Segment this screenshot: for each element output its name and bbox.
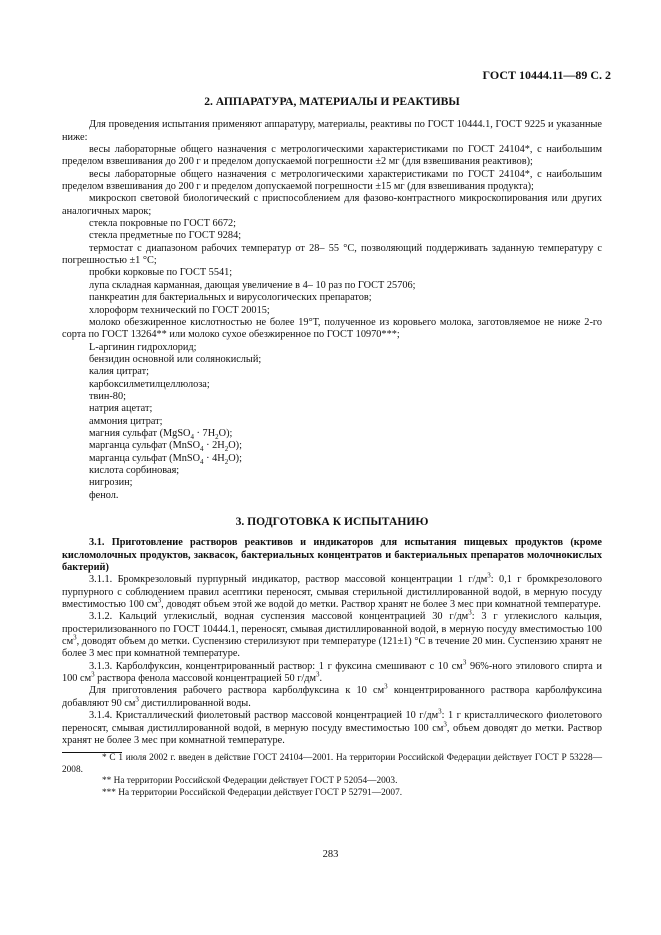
superscript: 3 [316, 670, 320, 679]
superscript: 3 [468, 608, 472, 617]
list-item: карбоксилметилцеллюлоза; [89, 378, 210, 390]
text-span: , доводят объем этой же водой до метки. Раствор хранят не более 3 мес при комнатной температуре. [161, 599, 601, 611]
list-item: термостат с диапазоном рабочих температур от 28– 55 °С, позволяющий поддерживать заданную температуру с погрешностью ±1 °С; [62, 242, 602, 267]
section-2-intro: Для проведения испытания применяют аппаратуру, материалы, реактивы по ГОСТ 10444.1, ГОСТ 9225 и указанные ниже: [62, 119, 602, 143]
superscript: 3 [157, 596, 162, 605]
list-item: пробки корковые по ГОСТ 5541; [89, 267, 233, 279]
text-span: Для приготовления рабочего раствора карболфуксина к 10 см [89, 685, 385, 697]
text-span: · 2H [203, 440, 225, 452]
text-span: , объем доводят до метки. Раствор хранят не более 3 мес при комнатной температуре. [62, 722, 602, 746]
text-span: : 0,1 г бромкрезолового пурпурного с соблюдением правил асептики переносят, смывая стерильной дистиллированной водой, в мерную посуду вместимостью 100 см [62, 574, 602, 611]
superscript: 3 [487, 571, 491, 580]
text-span: дистиллированной воды. [138, 697, 251, 709]
text-span: O); [228, 440, 242, 452]
list-item: L-аргинин гидрохлорид; [89, 341, 197, 353]
list-item-magnesium-sulfate [62, 428, 602, 440]
list-item: фенол. [89, 489, 119, 501]
list-item: стекла предметные по ГОСТ 9284; [89, 230, 242, 242]
section-2-title: 2. АППАРАТУРА, МАТЕРИАЛЫ И РЕАКТИВЫ [204, 95, 460, 108]
list-item: натрия ацетат; [89, 403, 153, 415]
subscript: 2 [215, 432, 219, 441]
text-span: O); [218, 427, 233, 439]
text-span: 96%-ного этилового спирта и 100 см [62, 660, 602, 685]
footnotes [62, 753, 602, 799]
section-3-title: 3. ПОДГОТОВКА К ИСПЫТАНИЮ [235, 515, 429, 528]
paragraph-3-1-4 [62, 707, 602, 747]
text-span: марганца сульфат (MnSO [89, 452, 201, 464]
text-span: 3.1.3. Карболфуксин, концентрированный раствор: 1 г фуксина смешивают с 10 см [89, 660, 463, 672]
list-item: лупа складная карманная, дающая увеличение в 4– 10 раз по ГОСТ 25706; [89, 279, 416, 291]
superscript: 3 [462, 658, 467, 667]
subscript: 2 [224, 457, 229, 466]
subscript: 4 [200, 445, 204, 454]
page-content [62, 96, 602, 799]
page-number: 283 [322, 849, 339, 860]
text-span: марганца сульфат (MnSO [89, 440, 201, 452]
text-span: : 1 г кристаллического фиолетового переносят, смывая дистиллированной водой, в мерную посуду вместимостью 100 см [62, 710, 602, 734]
text-span: концентрированного раствора карболфуксина добавляют 90 см [62, 685, 602, 709]
list-item: твин-80; [89, 390, 126, 402]
list-item: микроскоп световой биологический с приспособлением для фазово-контрастного микроскопирования или других аналогичных марок; [62, 193, 602, 217]
list-item: калия цитрат; [89, 366, 149, 378]
list-item: аммония цитрат; [89, 415, 163, 427]
subscript: 4 [200, 457, 204, 466]
section-3-1-heading: 3.1. Приготовление растворов реактивов и индикаторов для испытания пищевых продуктов (кроме кисломолочных продуктов, заквасок, бактериальных концентратов и бактериальных препаратов молочнокислых бактерий) [62, 537, 602, 574]
list-item: бензидин основной или солянокислый; [89, 353, 262, 365]
paragraph-3-1-1 [62, 571, 602, 611]
subscript: 4 [190, 432, 194, 441]
superscript: 3 [438, 707, 442, 716]
list-item-manganese-sulfate-4 [62, 453, 602, 465]
text-span: O); [228, 452, 242, 464]
text-span: . [319, 673, 323, 685]
list-item-manganese-sulfate-2 [62, 440, 602, 452]
text-span: 3.1.1. Бромкрезоловый пурпурный индикатор, раствор массовой концентрации 1 г/дм [89, 574, 488, 586]
list-item: хлороформ технический по ГОСТ 20015; [89, 304, 270, 316]
list-item: панкреатин для бактериальных и вирусологических препаратов; [89, 292, 372, 304]
list-item: молоко обезжиренное кислотностью не более 19°Т, полученное из коровьего молока, заготовляемое не ниже 2-го сорта по ГОСТ 13264** или молоко сухое обезжиренное по ГОСТ 10970***; [62, 316, 602, 341]
superscript: 3 [384, 683, 388, 692]
text-span: : 3 г углекислого кальция, простерилизованного по ГОСТ 10444.1, переносят, смывая дистиллированной водой, в мерную посуду вместимостью 100 см [62, 611, 602, 648]
text-span: · 4H [203, 452, 225, 464]
list-item: нигрозин; [89, 477, 133, 489]
superscript: 3 [91, 670, 95, 679]
page-header: ГОСТ 10444.11—89 С. 2 [482, 68, 611, 82]
footnote: ** На территории Российской Федерации действует ГОСТ Р 52054—2003. [102, 776, 398, 787]
list-item: кислота сорбиновая; [89, 464, 180, 476]
text-span: · 7H [193, 427, 216, 439]
superscript: 3 [443, 720, 447, 729]
list-item: весы лабораторные общего назначения с метрологическими характеристиками по ГОСТ 24104*, с наибольшим пределом взвешивания до 200 г и пределом допускаемой погрешности ±15 мг (для взвешивания продукта); [62, 168, 602, 193]
list-item: стекла покровные по ГОСТ 6672; [89, 218, 236, 230]
text-span: 3.1.2. Кальций углекислый, водная суспензия массовой концентрацией 30 г/дм [89, 611, 469, 623]
superscript: 3 [135, 695, 139, 704]
paragraph-3-1-3 [62, 658, 602, 686]
paragraph-3-1-3-working [62, 685, 602, 710]
superscript: 3 [73, 633, 77, 642]
text-span: , доводят объем до метки. Суспензию стерилизуют при температуре (121±1) °С в течение 20 мин. Суспензию хранят не более 3 мес при комнатной температуре. [62, 636, 602, 660]
footnote: * С 1 июля 2002 г. введен в действие ГОСТ 24104—2001. На территории Российской Федерации действует ГОСТ Р 53228—2008. [62, 753, 602, 775]
subscript: 2 [224, 445, 229, 454]
text-span: раствора фенола массовой концентрацией 50 г/дм [94, 673, 317, 685]
text-span: 3.1.4. Кристаллический фиолетовый раствор массовой концентрацией 10 г/дм [89, 710, 439, 722]
paragraph-3-1-2 [62, 608, 602, 660]
text-span: магния сульфат (MgSO [89, 427, 191, 439]
list-item: весы лабораторные общего назначения с метрологическими характеристиками по ГОСТ 24104*, с наибольшим пределом взвешивания до 200 г и пределом допускаемой погрешности ±2 мг (для взвешивания реактивов); [62, 144, 602, 168]
footnote: *** На территории Российской Федерации действует ГОСТ Р 52791—2007. [102, 787, 403, 798]
